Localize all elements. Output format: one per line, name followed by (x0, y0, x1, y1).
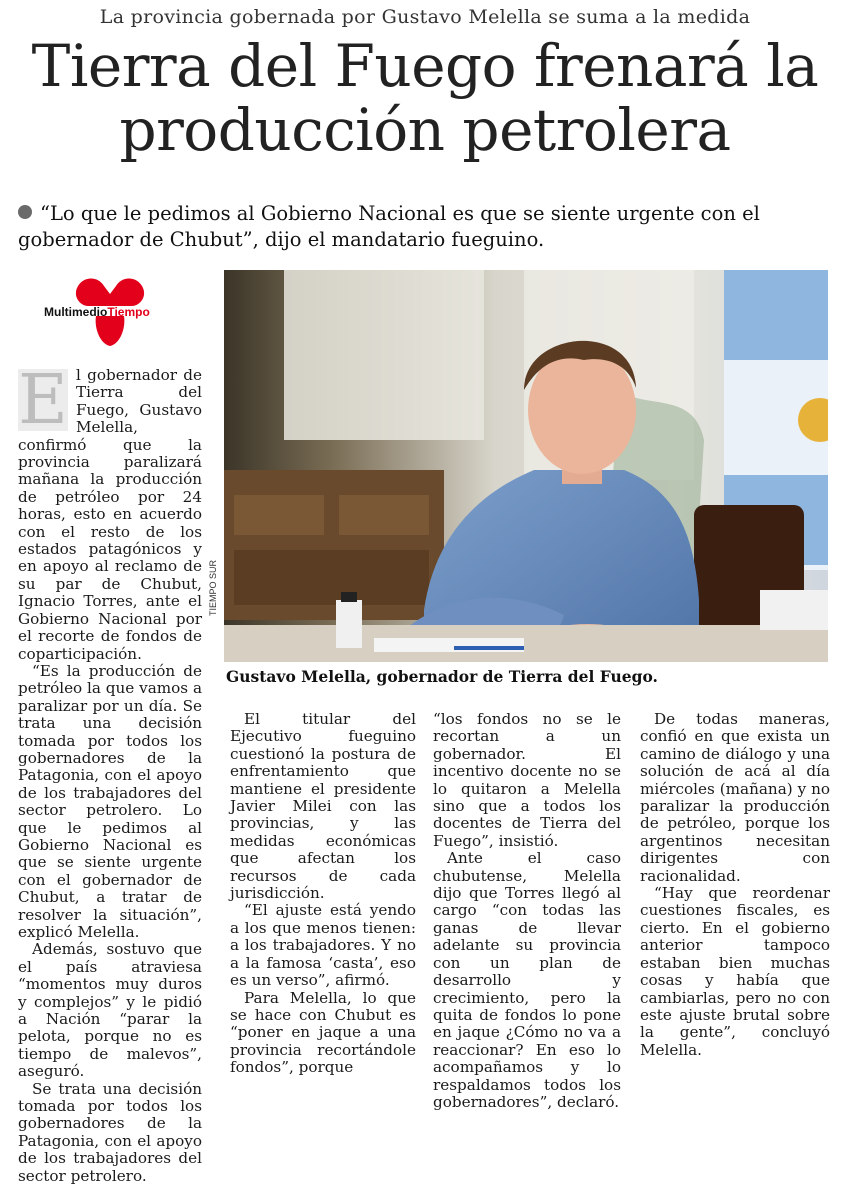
lead-paragraph (18, 201, 833, 253)
kicker: La provincia gobernada por Gustavo Melella se suma a la medida (99, 6, 751, 28)
logo-wordmark: MultimedioTiempo (44, 305, 150, 319)
photo-illustration (224, 270, 828, 662)
drop-cap: E (18, 361, 68, 440)
paragraph: Para Melella, lo que se hace con Chubut es “poner en jaque a una provincia recortándole fondos”, porque (230, 988, 416, 1077)
paragraph: “El ajuste está yendo a los que menos tienen: a los trabajadores. Y no a la famosa ‘casta’, eso es un verso”, afirmó. (230, 901, 416, 990)
headline-line-2: producción petrolera (119, 96, 731, 164)
paragraph: l gobernador de Tierra del Fuego, Gustavo Melella, confirmó que la provincia paralizará mañana la producción de petróleo por 24 horas, esto en acuerdo con el resto de los estados patagónicos y en apoyo al reclamo de su par de Chubut, Ignacio Torres, ante el Gobierno Nacional por el recorte de fondos de coparticipación. (18, 366, 202, 663)
paragraph: De todas maneras, confió en que exista un camino de diálogo y una solución de acá al día miércoles (mañana) y no paralizar la producción de petróleo, porque los argentinos necesitan dirigentes con racionalidad. (640, 710, 830, 885)
photo-credit: TIEMPO SUR (208, 559, 218, 616)
paragraph: Además, sostuvo que el país atraviesa “momentos muy duros y complejos” y le pidió a Nación “parar la pelota, porque no es tiempo de malevos”, aseguró. (18, 940, 202, 1081)
paragraph: El titular del Ejecutivo fueguino cuestionó la postura de enfrentamiento que mantiene el presidente Javier Milei con las provincias, y las medidas económicas que afectan los recursos de cada jurisdicción. (230, 710, 416, 903)
paragraph: “Hay que reordenar cuestiones fiscales, es cierto. En el gobierno anterior tampoco estaban bien muchas cosas y había que cambiarlas, pero no con este ajuste brutal sobre la gente”, concluyó Melella. (640, 884, 830, 1059)
article-column-1 (18, 361, 202, 1185)
article-column-3 (433, 711, 621, 1111)
paragraph: Ante el caso chubutense, Melella dijo que Torres llegó al cargo “con todas las ganas de llevar adelante su provincia con un plan de desarrollo y crecimiento, pero la quita de fondos lo pone en jaque ¿Cómo no va a reaccionar? En eso lo acompañamos y lo respaldamos todos los gobernadores”, declaró. (433, 849, 621, 1111)
photo-melella (224, 270, 828, 662)
article-column-4 (640, 711, 830, 1059)
multimedio-tiempo-logo (40, 272, 180, 350)
paragraph: “los fondos no se le recortan a un gobernador. El incentivo docente no se lo quitaron a Melella sino que a todos los docentes de Tierra del Fuego”, insistió. (433, 710, 621, 850)
headline (0, 34, 850, 162)
lead-text: “Lo que le pedimos al Gobierno Nacional es que se siente urgente con el gobernador de Chubut”, dijo el mandatario fueguino. (18, 202, 760, 251)
photo-caption: Gustavo Melella, gobernador de Tierra del Fuego. (226, 667, 658, 686)
headline-line-1: Tierra del Fuego frenará la (31, 32, 819, 100)
article-column-2 (230, 711, 416, 1077)
bullet-icon (18, 205, 32, 219)
paragraph: “Es la producción de petróleo la que vamos a paralizar por un día. Se trata una decisión tomada por todos los gobernadores de la Patagonia, con el apoyo de los trabajadores del sector petrolero. Lo que le pedimos al Gobierno Nacional es que se siente urgente con el gobernador de Chubut, a tratar de resolver la situación”, explicó Melella. (18, 661, 202, 941)
paragraph: Se trata una decisión tomada por todos los gobernadores de la Patagonia, con el apoyo de los trabajadores del sector petrolero. (18, 1079, 202, 1185)
